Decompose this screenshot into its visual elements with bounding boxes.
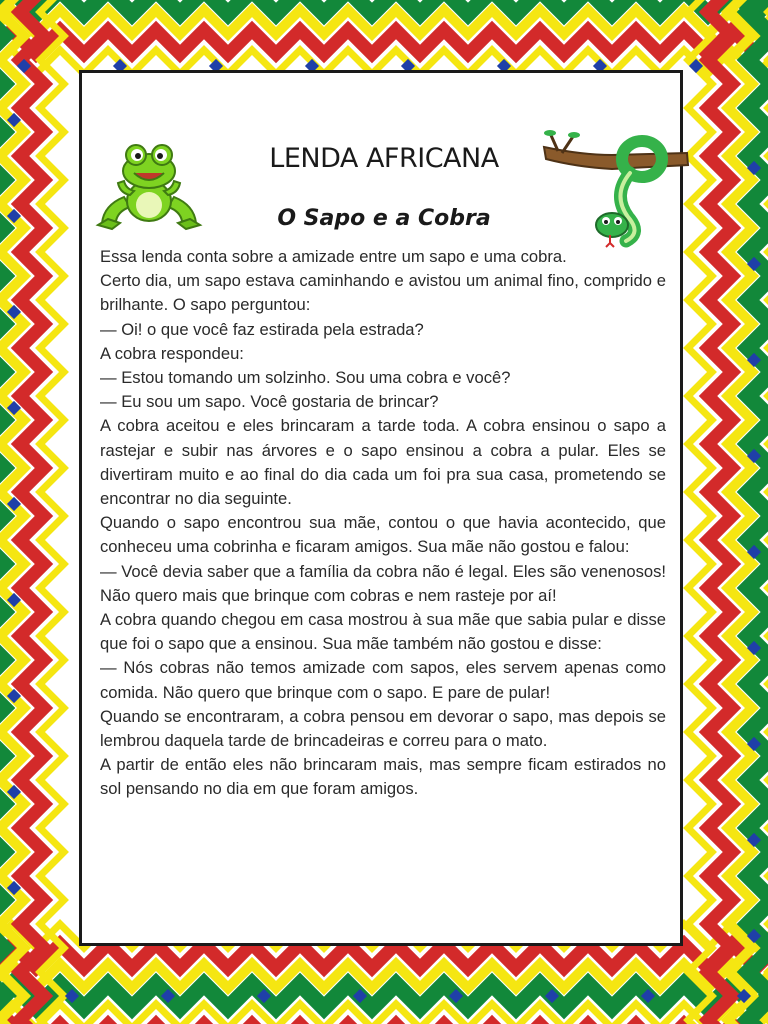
story-paragraph: Quando o sapo encontrou sua mãe, contou o que havia acontecido, que conheceu uma cobrinha e ficaram amigos. Sua mãe não gostou e falou: xyxy=(100,513,666,557)
story-paragraph: — Nós cobras não temos amizade com sapos, eles servem apenas como comida. Não quero que brinque com o sapo. E pare de pular! xyxy=(100,658,666,702)
snake-icon xyxy=(542,125,692,255)
story-paragraph: — Você devia saber que a família da cobra não é legal. Eles são venenosos! Não quero mais que brinque com cobras e nem rasteje por aí! xyxy=(100,561,666,605)
story-paragraph: Certo dia, um sapo estava caminhando e avistou um animal fino, comprido e brilhante. O sapo perguntou: xyxy=(100,271,666,315)
story-paragraph: Essa lenda conta sobre a amizade entre um sapo e uma cobra. xyxy=(100,247,567,266)
story-text xyxy=(100,245,666,802)
story-paragraph: A cobra quando chegou em casa mostrou à sua mãe que sabia pular e disse que foi o sapo que a ensinou. Sua mãe também não gostou e disse: xyxy=(100,610,666,654)
story-paragraph: A cobra aceitou e eles brincaram a tarde toda. A cobra ensinou o sapo a rastejar e subir nas árvores e o sapo ensinou a cobra a pular. Eles se divertiram muito e ao final do dia cada um foi pra sua casa, prometendo se encontrar no dia seguinte. xyxy=(100,416,666,509)
story-paragraph: A cobra respondeu: xyxy=(100,343,244,363)
story-paragraph: A partir de então eles não brincaram mais, mas sempre ficam estirados no sol pensando no dia em que foram amigos. xyxy=(100,755,666,799)
story-paragraph: — Eu sou um sapo. Você gostaria de brincar? xyxy=(100,392,439,412)
story-subtitle: O Sapo e a Cobra xyxy=(277,206,491,231)
story-paragraph: — Oi! o que você faz estirada pela estrada? xyxy=(100,319,424,339)
page-title: LENDA AFRICANA xyxy=(269,143,499,174)
story-paragraph: — Estou tomando um solzinho. Sou uma cobra e você? xyxy=(100,368,511,388)
story-paragraph: Quando se encontraram, a cobra pensou em devorar o sapo, mas depois se lembrou daquela tarde de brincadeiras e correu para o mato. xyxy=(100,706,666,751)
story-page xyxy=(79,70,683,946)
